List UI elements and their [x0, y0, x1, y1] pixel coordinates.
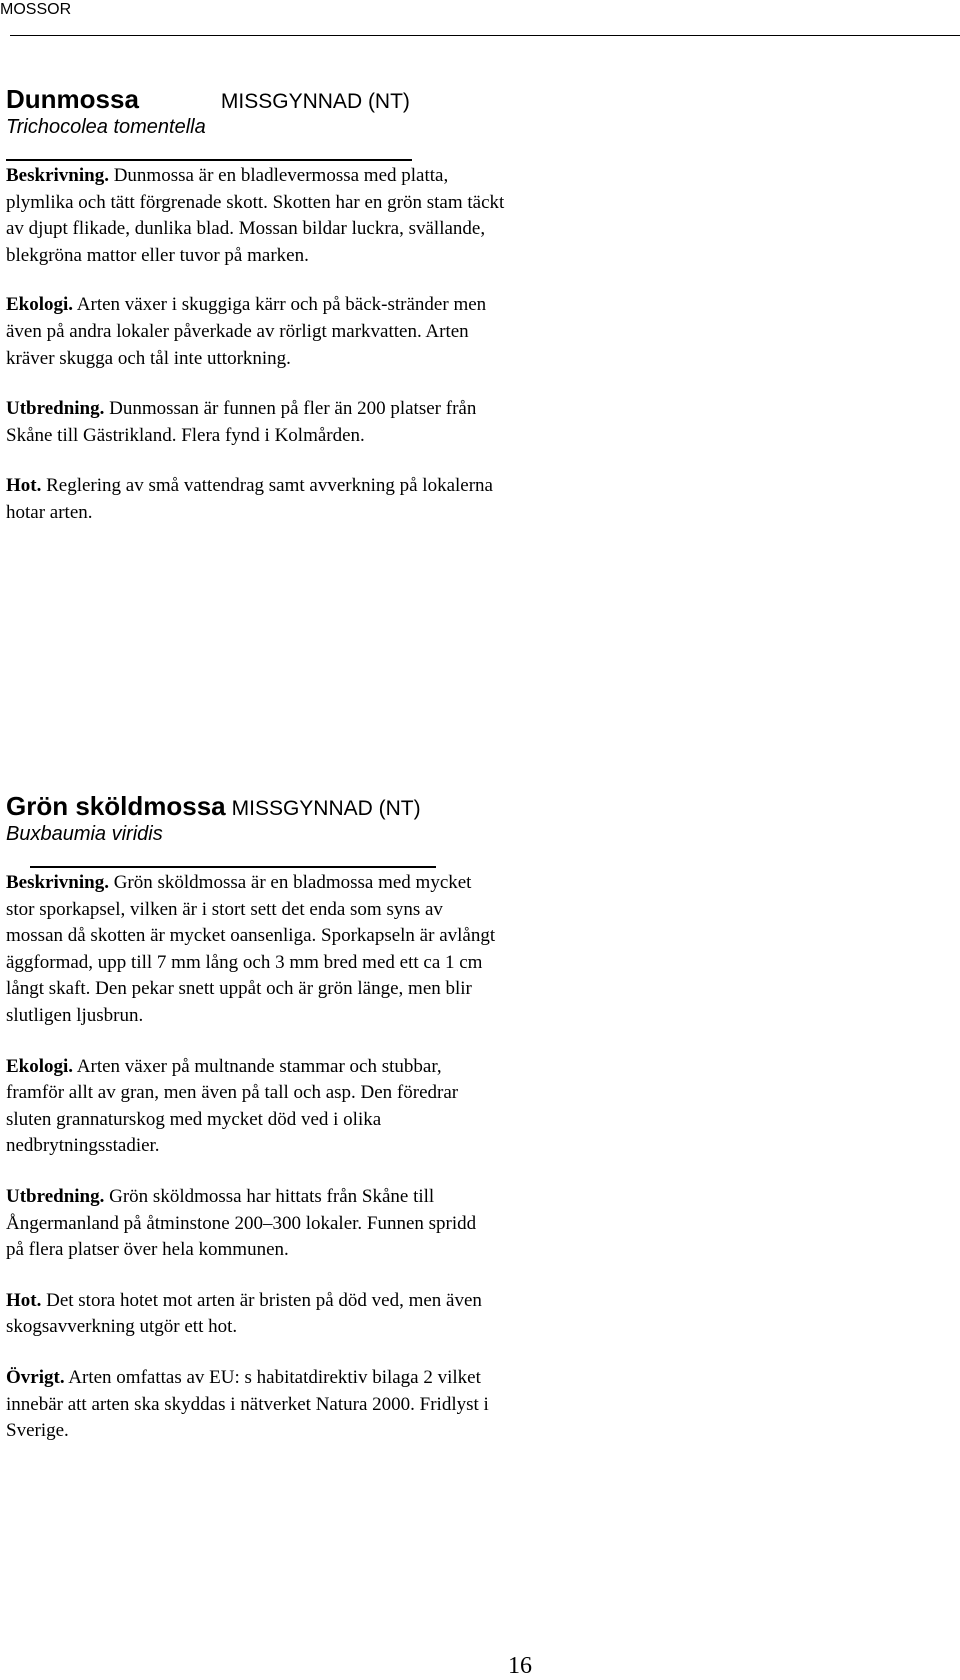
paragraph-label: Hot. — [6, 475, 42, 497]
paragraph-text: Arten växer i skuggiga kärr och på bäck-stränder men även på andra lokaler påverkade av rörligt markvatten. Arten kräver skugga och tål inte uttorkning. — [6, 294, 487, 369]
paragraph-label: Beskrivning. — [6, 165, 109, 186]
header-divider — [10, 35, 960, 36]
latin-name: Buxbaumia viridis — [6, 823, 163, 845]
species-name: Grön sköldmossa — [6, 791, 226, 821]
distribution-paragraph — [6, 1184, 496, 1264]
species-entry-gron-skoldmossa — [6, 791, 496, 1445]
description-paragraph — [6, 163, 506, 269]
paragraph-text: Dunmossa är en bladlevermossa med platta, plymlika och tätt förgrenade skott. Skotten har en grön stam täckt av djupt flikade, dunlika blad. Mossan bildar luckra, svällande, blekgröna mattor eller tuvor på marken. — [6, 165, 505, 266]
species-title — [6, 84, 506, 114]
other-paragraph — [6, 1365, 496, 1445]
conservation-status: MISSGYNNAD (NT) — [220, 90, 410, 113]
distribution-paragraph — [6, 396, 506, 449]
paragraph-text: Dunmossan är funnen på fler än 200 platser från Skåne till Gästrikland. Flera fynd i Kolmården. — [6, 398, 477, 446]
paragraph-text: Arten omfattas av EU: s habitatdirektiv bilaga 2 vilket innebär att arten ska skyddas i nätverket Natura 2000. Fridlyst i Sverige. — [6, 1366, 489, 1442]
threat-paragraph — [6, 1288, 496, 1341]
description-paragraph — [6, 870, 496, 1030]
paragraph-label: Beskrivning. — [6, 872, 109, 893]
latin-name: Trichocolea tomentella — [6, 116, 206, 138]
paragraph-label: Hot. — [6, 1289, 42, 1311]
threat-paragraph — [6, 473, 506, 526]
species-entry-dunmossa — [6, 84, 506, 527]
paragraph-label: Utbredning. — [6, 398, 105, 420]
title-rule — [6, 159, 412, 161]
paragraph-text: Det stora hotet mot arten är bristen på död ved, men även skogsavverkning utgör ett hot. — [6, 1289, 482, 1338]
paragraph-label: Ekologi. — [6, 294, 74, 316]
page-number: 16 — [508, 1653, 532, 1679]
title-rule — [30, 866, 436, 868]
paragraph-text: Reglering av små vattendrag samt avverkning på lokalerna hotar arten. — [6, 475, 493, 523]
paragraph-label: Övrigt. — [6, 1366, 65, 1388]
species-title — [6, 791, 496, 821]
page-header: MOSSOR — [0, 1, 72, 18]
paragraph-text: Arten växer på multnande stammar och stubbar, framför allt av gran, men även på tall och asp. Den föredrar sluten grannaturskog med mycket död ved i olika nedbrytningsstadier. — [6, 1055, 459, 1157]
paragraph-label: Utbredning. — [6, 1185, 105, 1207]
ecology-paragraph — [6, 1054, 496, 1160]
ecology-paragraph — [6, 292, 506, 372]
species-name: Dunmossa — [6, 84, 139, 114]
conservation-status: MISSGYNNAD (NT) — [231, 797, 421, 820]
paragraph-text: Grön sköldmossa har hittats från Skåne till Ångermanland på åtminstone 200–300 lokaler. Funnen spridd på flera platser över hela kommunen. — [6, 1185, 477, 1261]
paragraph-text: Grön sköldmossa är en bladmossa med mycket stor sporkapsel, vilken är i stort sett det enda som syns av mossan då skotten är mycket oansenliga. Sporkapseln är avlångt äggformad, upp till 7 mm lång och 3 mm bred med ett ca 1 cm långt skaft. Den pekar snett uppåt och är grön länge, men blir slutligen ljusbrun. — [6, 872, 496, 1026]
paragraph-label: Ekologi. — [6, 1055, 74, 1077]
